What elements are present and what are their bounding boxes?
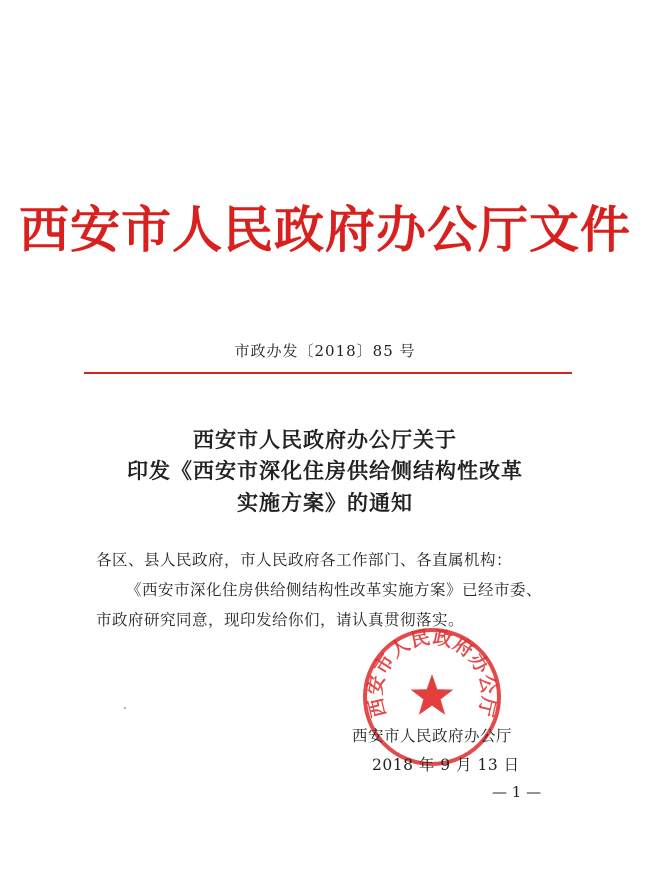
official-seal: [357, 622, 507, 772]
red-divider-rule: [84, 372, 572, 374]
issue-date: 2018 年 9 月 13 日: [372, 756, 520, 774]
body-paragraph-line-1: 《西安市深化住房供给侧结构性改革实施方案》已经市委、: [126, 581, 543, 599]
issuer-name: 西安市人民政府办公厅: [352, 727, 513, 745]
seal-star-icon: [411, 674, 454, 715]
addressee-line: 各区、县人民政府，市人民政府各工作部门、各直属机构：: [96, 551, 513, 569]
notice-title-line-2: 印发《西安市深化住房供给侧结构性改革: [127, 458, 523, 483]
notice-title-line-1: 西安市人民政府办公厅关于: [193, 427, 457, 452]
document-number: 市政办发〔2018〕85 号: [234, 342, 416, 360]
seal-text: 西安市人民政府办公厅: [364, 626, 500, 720]
page-number: — 1 —: [492, 783, 542, 801]
notice-title-line-3: 实施方案》的通知: [237, 490, 413, 515]
scan-speck: [124, 707, 126, 709]
body-paragraph-line-2: 市政府研究同意，现印发给你们，请认真贯彻落实。: [96, 611, 465, 629]
document-header-title: 西安市人民政府办公厅文件: [19, 200, 631, 259]
official-seal-graphic: [357, 622, 507, 772]
